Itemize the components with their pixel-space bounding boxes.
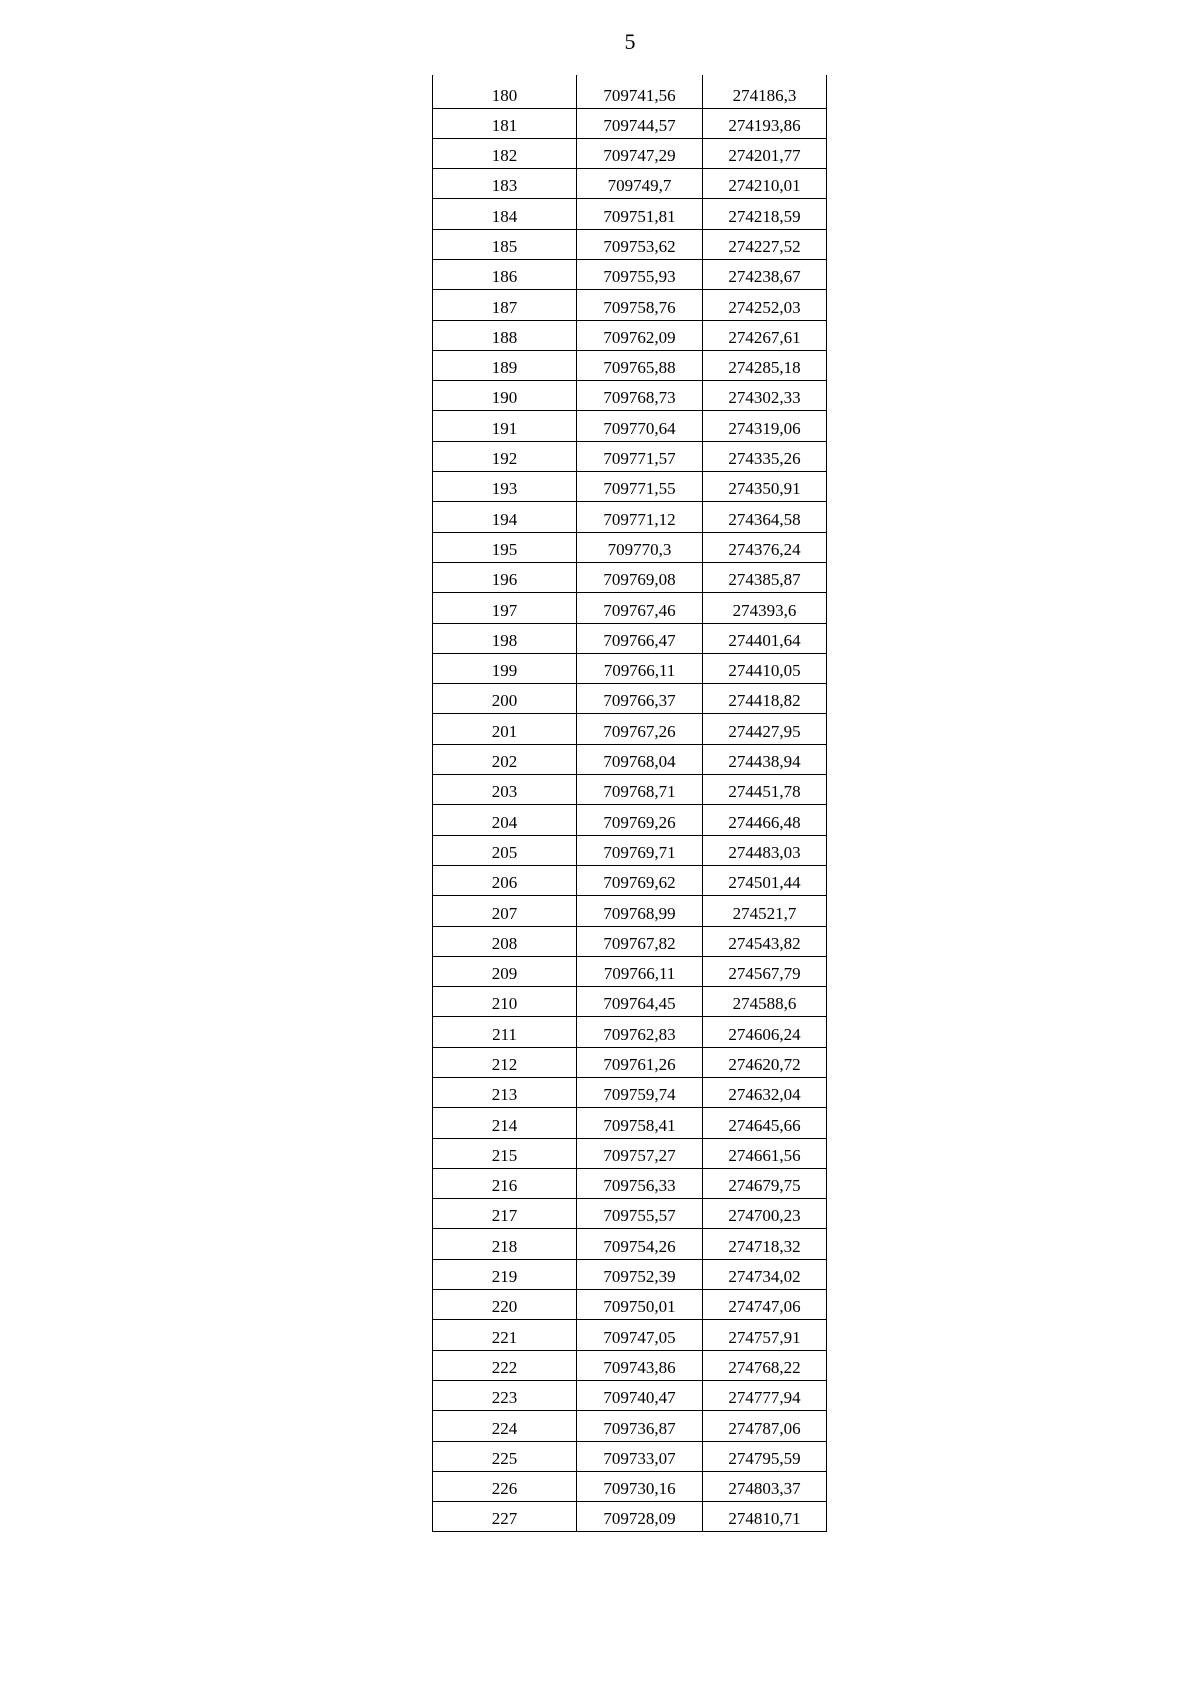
x-coordinate-cell: 709759,74 [577, 1078, 703, 1108]
table-row [433, 562, 827, 592]
y-coordinate-cell: 274427,95 [703, 714, 827, 744]
x-coordinate-cell: 709769,62 [577, 865, 703, 895]
x-coordinate-cell: 709749,7 [577, 169, 703, 199]
point-number-cell: 220 [433, 1290, 577, 1320]
y-coordinate-cell: 274803,37 [703, 1471, 827, 1501]
point-number-cell: 182 [433, 138, 577, 168]
x-coordinate-cell: 709767,82 [577, 926, 703, 956]
x-coordinate-cell: 709740,47 [577, 1380, 703, 1410]
x-coordinate-cell: 709768,71 [577, 775, 703, 805]
table-row [433, 653, 827, 683]
x-coordinate-cell: 709755,93 [577, 259, 703, 289]
x-coordinate-cell: 709766,11 [577, 956, 703, 986]
x-coordinate-cell: 709758,76 [577, 290, 703, 320]
point-number-cell: 214 [433, 1108, 577, 1138]
point-number-cell: 212 [433, 1047, 577, 1077]
point-number-cell: 224 [433, 1411, 577, 1441]
x-coordinate-cell: 709769,26 [577, 805, 703, 835]
y-coordinate-cell: 274521,7 [703, 896, 827, 926]
point-number-cell: 202 [433, 744, 577, 774]
x-coordinate-cell: 709771,57 [577, 441, 703, 471]
table-row [433, 623, 827, 653]
table-row [433, 259, 827, 289]
y-coordinate-cell: 274401,64 [703, 623, 827, 653]
table-row [433, 229, 827, 259]
x-coordinate-cell: 709743,86 [577, 1350, 703, 1380]
table-row [433, 1350, 827, 1380]
table-row [433, 1108, 827, 1138]
point-number-cell: 213 [433, 1078, 577, 1108]
y-coordinate-cell: 274747,06 [703, 1290, 827, 1320]
point-number-cell: 203 [433, 775, 577, 805]
y-coordinate-cell: 274734,02 [703, 1259, 827, 1289]
table-row [433, 1138, 827, 1168]
page-number: 5 [624, 29, 636, 54]
x-coordinate-cell: 709755,57 [577, 1199, 703, 1229]
point-number-cell: 209 [433, 956, 577, 986]
y-coordinate-cell: 274335,26 [703, 441, 827, 471]
table-row [433, 320, 827, 350]
point-number-cell: 221 [433, 1320, 577, 1350]
y-coordinate-cell: 274810,71 [703, 1502, 827, 1532]
x-coordinate-cell: 709761,26 [577, 1047, 703, 1077]
point-number-cell: 185 [433, 229, 577, 259]
table-row [433, 775, 827, 805]
x-coordinate-cell: 709768,99 [577, 896, 703, 926]
x-coordinate-cell: 709770,3 [577, 532, 703, 562]
point-number-cell: 193 [433, 472, 577, 502]
table-row [433, 1502, 827, 1532]
table-row [433, 835, 827, 865]
y-coordinate-cell: 274718,32 [703, 1229, 827, 1259]
table-row [433, 744, 827, 774]
coordinates-table-body [433, 75, 827, 1532]
x-coordinate-cell: 709764,45 [577, 987, 703, 1017]
x-coordinate-cell: 709756,33 [577, 1168, 703, 1198]
point-number-cell: 186 [433, 259, 577, 289]
point-number-cell: 225 [433, 1441, 577, 1471]
x-coordinate-cell: 709766,37 [577, 684, 703, 714]
x-coordinate-cell: 709758,41 [577, 1108, 703, 1138]
x-coordinate-cell: 709747,29 [577, 138, 703, 168]
table-row [433, 138, 827, 168]
point-number-cell: 211 [433, 1017, 577, 1047]
x-coordinate-cell: 709766,47 [577, 623, 703, 653]
x-coordinate-cell: 709766,11 [577, 653, 703, 683]
y-coordinate-cell: 274385,87 [703, 562, 827, 592]
y-coordinate-cell: 274543,82 [703, 926, 827, 956]
x-coordinate-cell: 709733,07 [577, 1441, 703, 1471]
y-coordinate-cell: 274376,24 [703, 532, 827, 562]
point-number-cell: 201 [433, 714, 577, 744]
point-number-cell: 189 [433, 350, 577, 380]
y-coordinate-cell: 274795,59 [703, 1441, 827, 1471]
table-row [433, 956, 827, 986]
x-coordinate-cell: 709728,09 [577, 1502, 703, 1532]
x-coordinate-cell: 709751,81 [577, 199, 703, 229]
y-coordinate-cell: 274501,44 [703, 865, 827, 895]
table-row [433, 472, 827, 502]
y-coordinate-cell: 274588,6 [703, 987, 827, 1017]
table-row [433, 1078, 827, 1108]
y-coordinate-cell: 274757,91 [703, 1320, 827, 1350]
y-coordinate-cell: 274302,33 [703, 381, 827, 411]
table-row [433, 1290, 827, 1320]
point-number-cell: 191 [433, 411, 577, 441]
table-row [433, 502, 827, 532]
y-coordinate-cell: 274632,04 [703, 1078, 827, 1108]
y-coordinate-cell: 274787,06 [703, 1411, 827, 1441]
point-number-cell: 219 [433, 1259, 577, 1289]
point-number-cell: 226 [433, 1471, 577, 1501]
y-coordinate-cell: 274393,6 [703, 593, 827, 623]
x-coordinate-cell: 709769,71 [577, 835, 703, 865]
y-coordinate-cell: 274201,77 [703, 138, 827, 168]
table-row [433, 714, 827, 744]
y-coordinate-cell: 274606,24 [703, 1017, 827, 1047]
x-coordinate-cell: 709762,09 [577, 320, 703, 350]
point-number-cell: 195 [433, 532, 577, 562]
point-number-cell: 205 [433, 835, 577, 865]
y-coordinate-cell: 274364,58 [703, 502, 827, 532]
x-coordinate-cell: 709765,88 [577, 350, 703, 380]
y-coordinate-cell: 274645,66 [703, 1108, 827, 1138]
x-coordinate-cell: 709747,05 [577, 1320, 703, 1350]
point-number-cell: 222 [433, 1350, 577, 1380]
y-coordinate-cell: 274438,94 [703, 744, 827, 774]
table-row [433, 926, 827, 956]
table-row [433, 1017, 827, 1047]
table-row [433, 411, 827, 441]
y-coordinate-cell: 274193,86 [703, 108, 827, 138]
table-row [433, 593, 827, 623]
table-row [433, 1320, 827, 1350]
x-coordinate-cell: 709768,04 [577, 744, 703, 774]
y-coordinate-cell: 274466,48 [703, 805, 827, 835]
table-row [433, 75, 827, 108]
y-coordinate-cell: 274418,82 [703, 684, 827, 714]
y-coordinate-cell: 274700,23 [703, 1199, 827, 1229]
x-coordinate-cell: 709767,26 [577, 714, 703, 744]
y-coordinate-cell: 274567,79 [703, 956, 827, 986]
table-row [433, 805, 827, 835]
point-number-cell: 192 [433, 441, 577, 471]
table-row [433, 441, 827, 471]
point-number-cell: 183 [433, 169, 577, 199]
y-coordinate-cell: 274319,06 [703, 411, 827, 441]
x-coordinate-cell: 709736,87 [577, 1411, 703, 1441]
x-coordinate-cell: 709750,01 [577, 1290, 703, 1320]
x-coordinate-cell: 709770,64 [577, 411, 703, 441]
point-number-cell: 200 [433, 684, 577, 714]
point-number-cell: 204 [433, 805, 577, 835]
table-row [433, 1441, 827, 1471]
table-row [433, 865, 827, 895]
point-number-cell: 196 [433, 562, 577, 592]
table-row [433, 1047, 827, 1077]
y-coordinate-cell: 274210,01 [703, 169, 827, 199]
x-coordinate-cell: 709762,83 [577, 1017, 703, 1047]
point-number-cell: 216 [433, 1168, 577, 1198]
point-number-cell: 223 [433, 1380, 577, 1410]
y-coordinate-cell: 274451,78 [703, 775, 827, 805]
y-coordinate-cell: 274252,03 [703, 290, 827, 320]
x-coordinate-cell: 709768,73 [577, 381, 703, 411]
table-row [433, 108, 827, 138]
y-coordinate-cell: 274679,75 [703, 1168, 827, 1198]
point-number-cell: 199 [433, 653, 577, 683]
y-coordinate-cell: 274777,94 [703, 1380, 827, 1410]
table-row [433, 1199, 827, 1229]
point-number-cell: 184 [433, 199, 577, 229]
coordinates-table [432, 75, 827, 1532]
table-row [433, 987, 827, 1017]
point-number-cell: 208 [433, 926, 577, 956]
x-coordinate-cell: 709752,39 [577, 1259, 703, 1289]
y-coordinate-cell: 274218,59 [703, 199, 827, 229]
y-coordinate-cell: 274285,18 [703, 350, 827, 380]
point-number-cell: 197 [433, 593, 577, 623]
x-coordinate-cell: 709741,56 [577, 75, 703, 108]
y-coordinate-cell: 274768,22 [703, 1350, 827, 1380]
point-number-cell: 190 [433, 381, 577, 411]
table-row [433, 684, 827, 714]
y-coordinate-cell: 274620,72 [703, 1047, 827, 1077]
table-row [433, 1259, 827, 1289]
x-coordinate-cell: 709754,26 [577, 1229, 703, 1259]
table-row [433, 381, 827, 411]
y-coordinate-cell: 274238,67 [703, 259, 827, 289]
point-number-cell: 218 [433, 1229, 577, 1259]
x-coordinate-cell: 709757,27 [577, 1138, 703, 1168]
point-number-cell: 206 [433, 865, 577, 895]
point-number-cell: 187 [433, 290, 577, 320]
y-coordinate-cell: 274267,61 [703, 320, 827, 350]
table-row [433, 1168, 827, 1198]
table-row [433, 896, 827, 926]
table-row [433, 199, 827, 229]
x-coordinate-cell: 709771,55 [577, 472, 703, 502]
y-coordinate-cell: 274350,91 [703, 472, 827, 502]
x-coordinate-cell: 709744,57 [577, 108, 703, 138]
table-row [433, 169, 827, 199]
point-number-cell: 210 [433, 987, 577, 1017]
x-coordinate-cell: 709767,46 [577, 593, 703, 623]
table-row [433, 1411, 827, 1441]
table-row [433, 350, 827, 380]
y-coordinate-cell: 274410,05 [703, 653, 827, 683]
point-number-cell: 198 [433, 623, 577, 653]
table-row [433, 1471, 827, 1501]
y-coordinate-cell: 274661,56 [703, 1138, 827, 1168]
point-number-cell: 188 [433, 320, 577, 350]
point-number-cell: 207 [433, 896, 577, 926]
table-row [433, 1229, 827, 1259]
x-coordinate-cell: 709753,62 [577, 229, 703, 259]
point-number-cell: 180 [433, 75, 577, 108]
table-row [433, 532, 827, 562]
x-coordinate-cell: 709769,08 [577, 562, 703, 592]
x-coordinate-cell: 709771,12 [577, 502, 703, 532]
y-coordinate-cell: 274483,03 [703, 835, 827, 865]
point-number-cell: 194 [433, 502, 577, 532]
y-coordinate-cell: 274227,52 [703, 229, 827, 259]
point-number-cell: 227 [433, 1502, 577, 1532]
point-number-cell: 217 [433, 1199, 577, 1229]
y-coordinate-cell: 274186,3 [703, 75, 827, 108]
table-row [433, 290, 827, 320]
x-coordinate-cell: 709730,16 [577, 1471, 703, 1501]
point-number-cell: 181 [433, 108, 577, 138]
table-row [433, 1380, 827, 1410]
point-number-cell: 215 [433, 1138, 577, 1168]
